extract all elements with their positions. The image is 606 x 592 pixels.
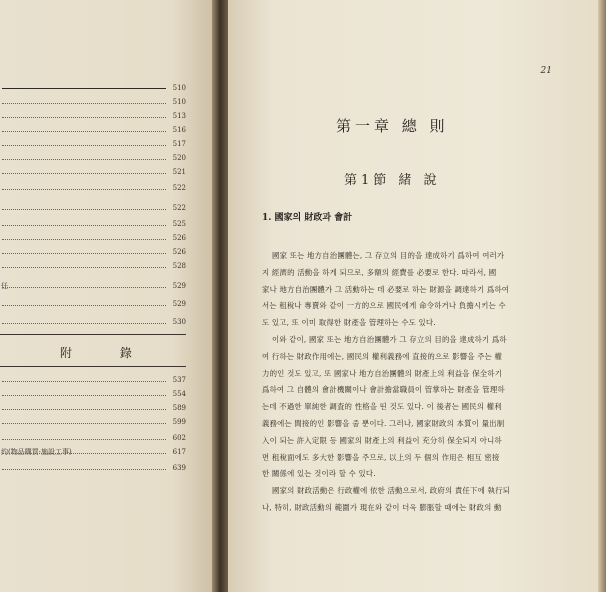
toc-row [0, 260, 186, 272]
toc-row-page: 526 [172, 248, 186, 256]
body-line: 國家의 財政活動은 行政權에 依한 活動으로서, 政府의 責任下에 執行되 [272, 486, 511, 495]
toc-row-page: 510 [172, 98, 186, 106]
chapter-title: 第一章 總 則 [336, 117, 449, 135]
appendix-heading: 附 錄 [60, 346, 154, 360]
toc-leader-dots [2, 253, 166, 254]
divider [0, 334, 186, 335]
toc-row-label: 約(物品購買·施設工事) [1, 448, 72, 456]
body-line: 力的인 것도 있고, 또 國家나 地方自治團體의 財產上의 利益을 保全하기 [262, 369, 503, 378]
toc-row [0, 182, 186, 194]
toc-row [0, 388, 186, 400]
toc-leader-dots [2, 117, 166, 118]
toc-leader-dots [2, 423, 166, 424]
toc-row [0, 298, 186, 310]
toc-leader-dots [2, 381, 166, 382]
toc-row-page: 526 [172, 234, 186, 242]
toc-row-page: 537 [172, 376, 186, 384]
left-page-toc [0, 0, 214, 592]
body-line: 는데 不過한 單純한 調査的 性格을 띤 것도 있다. 이 後者는 國民의 權利 [262, 402, 502, 411]
toc-row [0, 110, 186, 122]
toc-row [0, 316, 186, 328]
divider [0, 366, 186, 367]
toc-leader-dots [2, 189, 166, 190]
toc-leader-dots [2, 323, 166, 324]
toc-row [0, 232, 186, 244]
body-line: 家나 地方自治團體가 그 活動하는 데 必要로 하는 財源을 調達하기 爲하여 [262, 285, 510, 294]
toc-row-page: 589 [172, 404, 186, 412]
toc-leader-dots [2, 131, 166, 132]
toc-leader-dots [2, 439, 166, 440]
toc-row-page: 599 [172, 418, 186, 426]
toc-leader-dots [2, 409, 166, 410]
body-line: 도 있고, 또 이미 取得한 財產을 管理하는 수도 있다. [262, 318, 436, 327]
body-line: 義務에는 間接的인 影響을 줄 뿐이다. 그러나, 國家財政의 本質이 量出制 [262, 419, 505, 428]
toc-leader-dots [2, 287, 166, 288]
toc-row [0, 416, 186, 428]
toc-row-page: 528 [172, 262, 186, 270]
toc-leader-dots [2, 103, 166, 104]
toc-row [0, 280, 186, 292]
toc-leader-dots [2, 225, 166, 226]
toc-row-page: 529 [172, 282, 186, 290]
toc-row-page: 516 [172, 126, 186, 134]
toc-row-page: 639 [172, 464, 186, 472]
toc-leader-dots [2, 395, 166, 396]
toc-row [0, 166, 186, 178]
toc-leader-dots [2, 145, 166, 146]
toc-row-page: 522 [172, 204, 186, 212]
toc-leader-dots [2, 469, 166, 470]
toc-leader-dots [2, 88, 166, 89]
toc-row-page: 530 [172, 318, 186, 326]
body-line: 入이 되는 許入定限 등 國家의 財產上의 利益이 充分히 保全되지 아니하 [262, 436, 502, 445]
toc-leader-dots [2, 453, 166, 454]
body-line: 한 關係에 있는 것이라 할 수 있다. [262, 469, 376, 478]
page-edge [598, 0, 606, 592]
body-line: 나, 特히, 財政活動의 範圍가 現在와 같이 더욱 膨脹할 때에는 財政의 動 [262, 503, 502, 512]
body-line: 爲하여 그 自體의 會計機關이나 會計擔當職員이 管掌하는 財產을 管理하 [262, 385, 505, 394]
toc-row-page: 513 [172, 112, 186, 120]
toc-row-page: 525 [172, 220, 186, 228]
toc-leader-dots [2, 159, 166, 160]
toc-row [0, 462, 186, 474]
toc-row [0, 152, 186, 164]
toc-row-page: 554 [172, 390, 186, 398]
body-line: 지 經濟的 活動을 하게 되므로, 多額의 經費를 必要로 한다. 따라서, 國 [262, 268, 497, 277]
toc-row [0, 82, 186, 94]
toc-row [0, 96, 186, 108]
body-line: 서는 租稅나 專賣와 같이 一方的으로 國民에게 命令하거나 負擔시키는 수 [262, 301, 506, 310]
body-line: 國家 또는 地方自治團體는, 그 存立의 目的을 達成하기 爲하여 여러가 [272, 251, 505, 260]
toc-row-page: 529 [172, 300, 186, 308]
toc-row [0, 374, 186, 386]
toc-row-page: 521 [172, 168, 186, 176]
toc-row [0, 218, 186, 230]
toc-row-page: 522 [172, 184, 186, 192]
toc-row [0, 138, 186, 150]
toc-leader-dots [2, 239, 166, 240]
toc-leader-dots [2, 305, 166, 306]
subsection-title: 1. 國家의 財政과 會計 [262, 213, 353, 223]
toc-row-page: 517 [172, 140, 186, 148]
body-line: 면 租稅面에도 多大한 影響을 주므로, 以上의 두 個의 作用은 相互 密接 [262, 453, 500, 462]
body-line: 이와 같이, 國家 또는 地方自治團體가 그 存立의 目的을 達成하기 爲하 [272, 335, 507, 344]
toc-leader-dots [2, 267, 166, 268]
toc-row [0, 446, 186, 458]
toc-leader-dots [2, 209, 166, 210]
toc-row-label: 任 [1, 282, 8, 290]
toc-row [0, 124, 186, 136]
toc-row [0, 202, 186, 214]
toc-row [0, 246, 186, 258]
toc-row-page: 617 [172, 448, 186, 456]
body-line: 여 行하는 財政作用에는, 國民의 權利義務에 直接的으로 影響을 주는 權 [262, 352, 503, 361]
page-number: 21 [540, 66, 552, 76]
toc-leader-dots [2, 173, 166, 174]
toc-row-page: 602 [172, 434, 186, 442]
toc-row [0, 432, 186, 444]
toc-row [0, 402, 186, 414]
section-title: 第1節 緒 說 [344, 173, 441, 188]
toc-row-page: 520 [172, 154, 186, 162]
toc-row-page: 510 [172, 84, 186, 92]
